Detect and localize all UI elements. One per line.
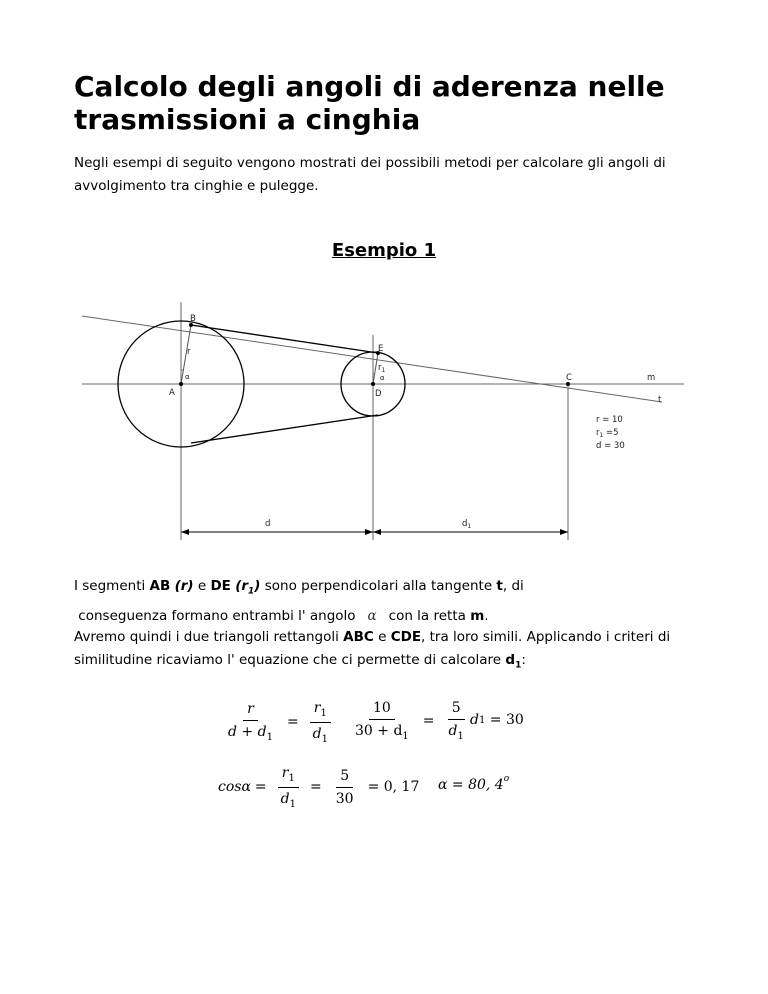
label-a: A — [169, 388, 175, 398]
label-dim-d1: $d_1$ — [462, 519, 472, 530]
point-a — [179, 382, 183, 386]
label-d: D — [375, 389, 382, 399]
paragraph-triangles: Avremo quindi i due triangoli rettangoli ABC e CDE, tra loro simili. Applicando i criteri di similitudine ricaviamo l' equazione che ci permette di calcolare $d_1$: — [74, 629, 671, 671]
equation-similarity: $\frac{r}{d + d_1}$ = $\frac{r_1}{d_1}$ — [218, 700, 338, 745]
point-d — [371, 382, 375, 386]
intro-paragraph: Negli esempi di seguito vengono mostrati dei possibili metodi per calcolare gli angoli di avvolgimento tra cinghie e pulegge. — [74, 155, 666, 194]
label-e: E — [378, 344, 384, 354]
example-heading: Esempio 1 — [331, 240, 437, 261]
arrow-d-left — [181, 529, 189, 535]
label-m: m — [647, 373, 656, 383]
equation-numeric: $\frac{10}{30 + d_1}$ = $\frac{5}{d_1}$ — [355, 700, 464, 742]
label-dim-d: d — [265, 519, 271, 529]
belt-bottom — [191, 415, 378, 443]
arrow-d1-right — [560, 529, 568, 535]
label-b: B — [190, 314, 196, 324]
paragraph-segments: I segmenti AB (r) e DE $(r_1)$ sono perpendicolari alla tangente t, di conseguenza formano entrambi l' angolo α con la retta m. — [74, 578, 524, 624]
given-r1: $r_1 =5$ — [596, 428, 619, 439]
arrow-d-right — [365, 529, 373, 535]
belt-drive-diagram — [0, 290, 768, 552]
equation-alpha-result: α = 80, 4 $^o$ — [438, 774, 510, 793]
label-alpha-a: α — [185, 373, 190, 381]
alpha-symbol: α — [367, 607, 377, 624]
given-r: r = 10 — [596, 415, 623, 425]
belt-top — [191, 325, 378, 353]
label-alpha-d: α — [380, 374, 385, 382]
label-r1: $r_1$ — [378, 363, 386, 374]
label-t: t — [658, 395, 662, 405]
label-c: C — [566, 373, 572, 383]
page-title: Calcolo degli angoli di aderenza nelle trasmissioni a cinghia — [74, 70, 665, 136]
label-r: r — [187, 347, 191, 357]
equation-cos-alpha: cosα = $\frac{r_1}{d_1}$ = $\frac{5}{30}$ = 0, 17 — [218, 765, 420, 810]
given-d: d = 30 — [596, 441, 625, 451]
equation-d1-result: d 1 = 30 — [470, 712, 524, 728]
arrow-d1-left — [373, 529, 381, 535]
